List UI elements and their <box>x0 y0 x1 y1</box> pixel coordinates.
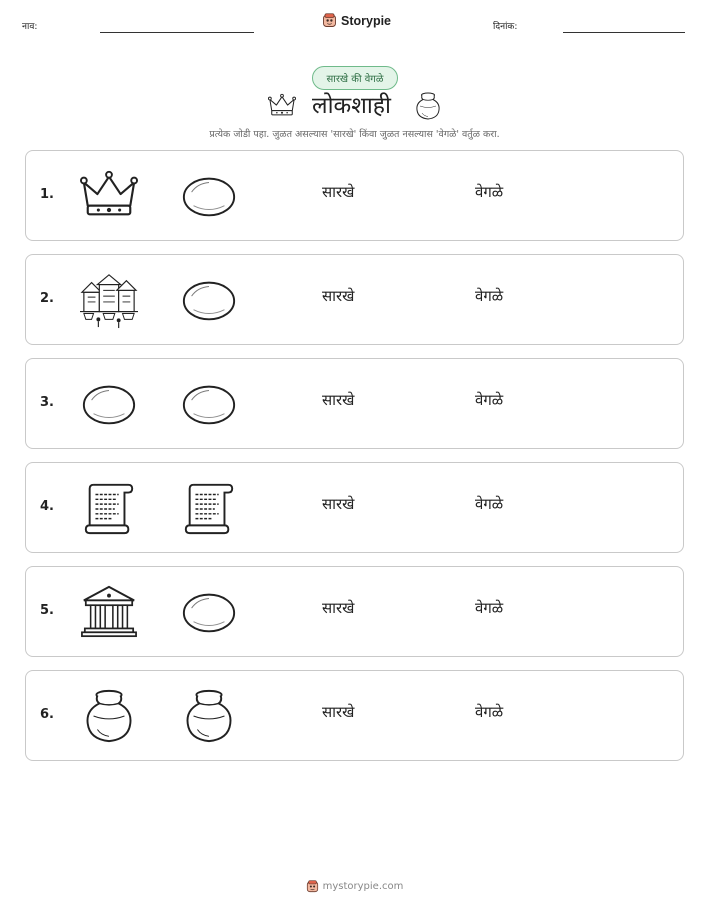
crown-icon <box>267 92 297 120</box>
name-line[interactable] <box>100 32 254 33</box>
question-card <box>25 462 684 553</box>
option-different[interactable]: वेगळे <box>475 391 504 409</box>
option-different[interactable]: वेगळे <box>475 183 504 201</box>
pot-icon <box>180 687 238 745</box>
question-card <box>25 254 684 345</box>
page-title: लोकशाही <box>312 93 391 119</box>
question-number: 1. <box>40 187 54 202</box>
activity-badge: सारखे की वेगळे <box>312 66 398 90</box>
pebble-icon <box>180 271 238 329</box>
option-same[interactable]: सारखे <box>322 287 355 305</box>
question-number: 4. <box>40 499 54 514</box>
name-label: नाव: <box>22 22 38 32</box>
scroll-icon <box>180 479 238 537</box>
option-different[interactable]: वेगळे <box>475 495 504 513</box>
option-same[interactable]: सारखे <box>322 495 355 513</box>
title-row <box>0 88 709 126</box>
question-card <box>25 566 684 657</box>
option-different[interactable]: वेगळे <box>475 599 504 617</box>
pebble-icon <box>180 375 238 433</box>
question-number: 5. <box>40 603 54 618</box>
instructions: प्रत्येक जोडी पहा. जुळत असल्यास 'सारखे' किंवा जुळत नसल्यास 'वेगळे' वर्तुळ करा. <box>209 129 500 140</box>
option-same[interactable]: सारखे <box>322 703 355 721</box>
pot-icon <box>80 687 138 745</box>
question-number: 6. <box>40 707 54 722</box>
option-same[interactable]: सारखे <box>322 391 355 409</box>
option-same[interactable]: सारखे <box>322 599 355 617</box>
market-town-icon <box>80 271 138 329</box>
mascot-icon <box>306 880 319 893</box>
question-number: 2. <box>40 291 54 306</box>
date-label: दिनांक: <box>493 22 518 32</box>
pebble-icon <box>180 167 238 225</box>
scroll-icon <box>80 479 138 537</box>
temple-icon <box>80 583 138 641</box>
question-card <box>25 358 684 449</box>
question-card <box>25 150 684 241</box>
option-same[interactable]: सारखे <box>322 183 355 201</box>
option-different[interactable]: वेगळे <box>475 287 504 305</box>
pot-icon <box>413 90 443 122</box>
footer-url[interactable]: mystorypie.com <box>322 881 404 892</box>
mascot-icon <box>322 13 337 28</box>
footer <box>0 880 709 893</box>
brand-name: Storypie <box>341 13 392 28</box>
date-line[interactable] <box>563 32 685 33</box>
question-card <box>25 670 684 761</box>
pebble-icon <box>80 375 138 433</box>
option-different[interactable]: वेगळे <box>475 703 504 721</box>
brand-logo <box>322 13 391 28</box>
question-number: 3. <box>40 395 54 410</box>
pebble-icon <box>180 583 238 641</box>
crown-icon <box>80 167 138 225</box>
